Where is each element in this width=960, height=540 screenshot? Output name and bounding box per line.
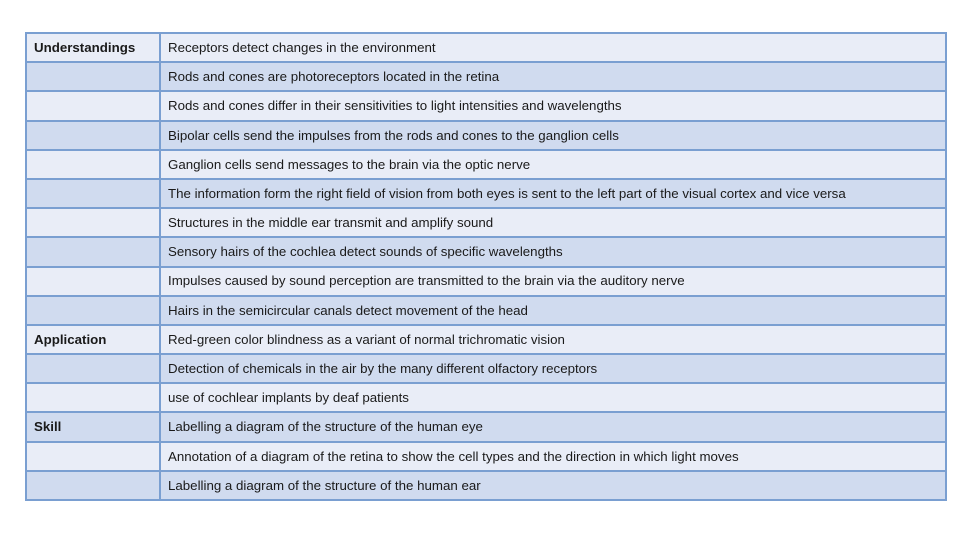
- statement-cell: Ganglion cells send messages to the brain via the optic nerve: [160, 150, 946, 179]
- category-cell: [26, 267, 160, 296]
- table-row: [26, 237, 946, 266]
- table-row: [26, 296, 946, 325]
- table-row: [26, 325, 946, 354]
- category-cell: Understandings: [26, 33, 160, 62]
- table-row: [26, 208, 946, 237]
- statement-cell: Bipolar cells send the impulses from the rods and cones to the ganglion cells: [160, 121, 946, 150]
- statement-cell: Detection of chemicals in the air by the many different olfactory receptors: [160, 354, 946, 383]
- statement-cell: Sensory hairs of the cochlea detect sounds of specific wavelengths: [160, 237, 946, 266]
- statement-cell: The information form the right field of vision from both eyes is sent to the left part of the visual cortex and vice versa: [160, 179, 946, 208]
- category-cell: [26, 62, 160, 91]
- statement-cell: Rods and cones are photoreceptors located in the retina: [160, 62, 946, 91]
- category-cell: [26, 442, 160, 471]
- category-cell: [26, 121, 160, 150]
- category-cell: [26, 471, 160, 500]
- statement-cell: Hairs in the semicircular canals detect movement of the head: [160, 296, 946, 325]
- syllabus-table: [25, 32, 947, 501]
- category-cell: [26, 208, 160, 237]
- statement-cell: Labelling a diagram of the structure of the human ear: [160, 471, 946, 500]
- table-row: [26, 267, 946, 296]
- table-row: [26, 442, 946, 471]
- category-cell: [26, 237, 160, 266]
- category-cell: [26, 150, 160, 179]
- table-row: [26, 150, 946, 179]
- table-row: [26, 179, 946, 208]
- syllabus-table-body: [26, 33, 946, 500]
- category-cell: [26, 354, 160, 383]
- table-row: [26, 62, 946, 91]
- statement-cell: Structures in the middle ear transmit and amplify sound: [160, 208, 946, 237]
- category-cell: [26, 91, 160, 120]
- category-cell: [26, 383, 160, 412]
- table-row: [26, 471, 946, 500]
- table-row: [26, 33, 946, 62]
- category-cell: Skill: [26, 412, 160, 441]
- table-row: [26, 383, 946, 412]
- category-cell: [26, 179, 160, 208]
- statement-cell: use of cochlear implants by deaf patients: [160, 383, 946, 412]
- statement-cell: Receptors detect changes in the environment: [160, 33, 946, 62]
- category-cell: [26, 296, 160, 325]
- table-row: [26, 354, 946, 383]
- table-row: [26, 91, 946, 120]
- table-row: [26, 412, 946, 441]
- table-row: [26, 121, 946, 150]
- statement-cell: Labelling a diagram of the structure of the human eye: [160, 412, 946, 441]
- statement-cell: Red-green color blindness as a variant of normal trichromatic vision: [160, 325, 946, 354]
- statement-cell: Impulses caused by sound perception are transmitted to the brain via the auditory nerve: [160, 267, 946, 296]
- category-cell: Application: [26, 325, 160, 354]
- statement-cell: Annotation of a diagram of the retina to show the cell types and the direction in which light moves: [160, 442, 946, 471]
- statement-cell: Rods and cones differ in their sensitivities to light intensities and wavelengths: [160, 91, 946, 120]
